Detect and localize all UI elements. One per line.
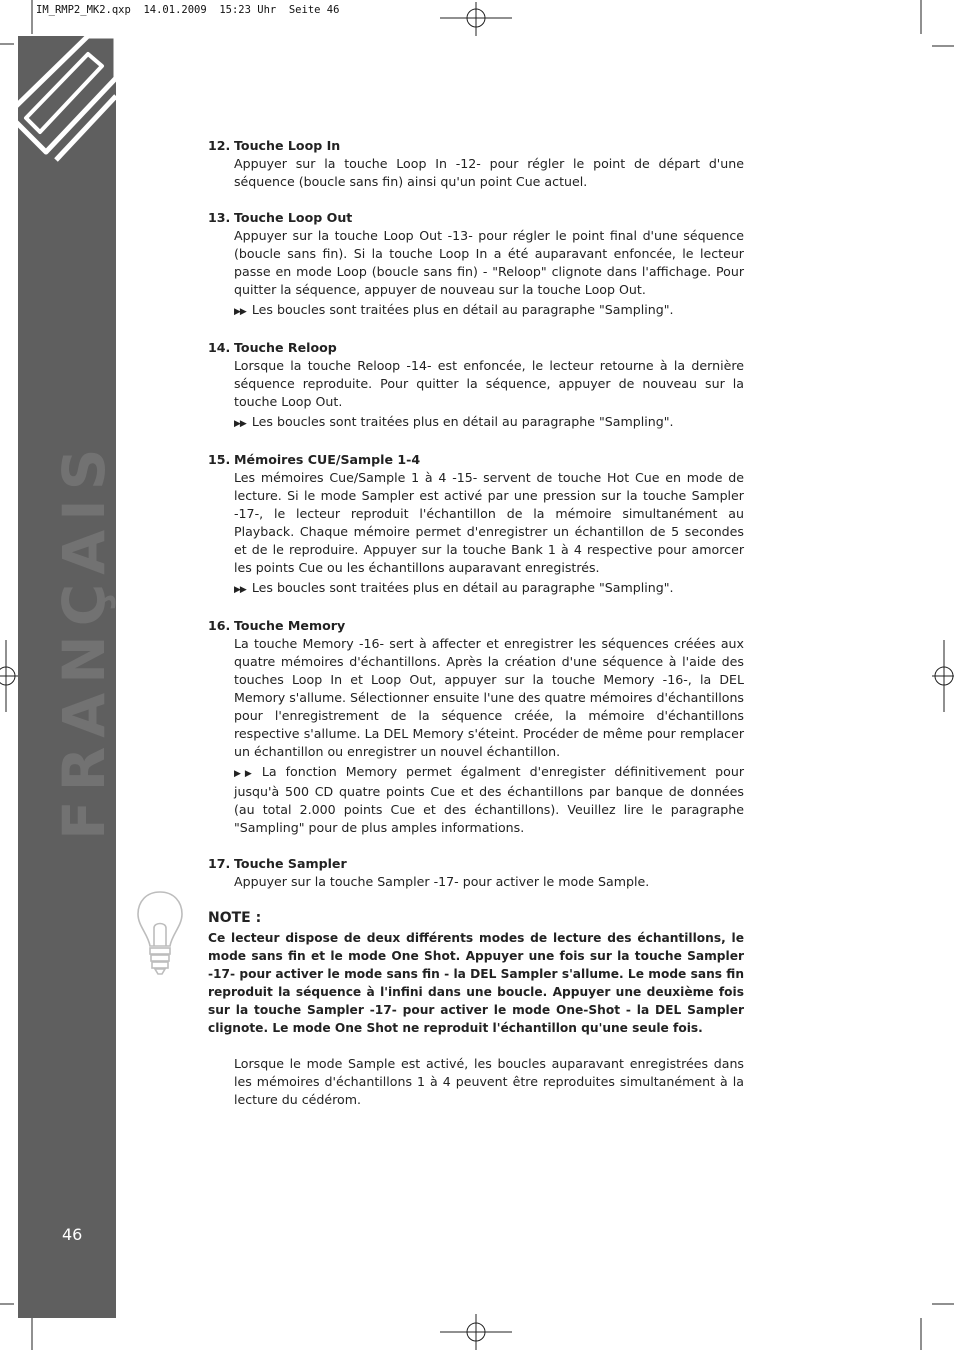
item-number: 16. bbox=[208, 618, 231, 633]
item-note-text: Les boucles sont traitées plus en détail au paragraphe "Sampling". bbox=[251, 580, 674, 595]
item-cue-sample bbox=[208, 451, 744, 599]
item-note-text: Les boucles sont traitées plus en détail au paragraphe "Sampling". bbox=[251, 302, 674, 317]
item-number: 17. bbox=[208, 856, 231, 871]
reloop-logo-icon bbox=[18, 36, 116, 166]
item-number: 15. bbox=[208, 452, 231, 467]
item-reloop bbox=[208, 339, 744, 433]
item-body: Lorsque la touche Reloop -14- est enfoncée, le lecteur retourne à la dernière séquence reproduite. Pour quitter la séquence, appuyer de nouveau sur la touche Loop Out. bbox=[234, 358, 744, 409]
item-body: La touche Memory -16- sert à affecter et enregistrer les séquences créées aux quatre mémoires d'échantillons. Après la création d'une séquence à l'aide des touches Loop In et Loop Out, appuyer sur la touche Memory -16-, la DEL Memory s'allume. Sélectionner ensuite l'une des quatre mémoires d'échantillons pour l'enregistrement de la séquence créée, la mémoire d'échantillons respective s'allume. La DEL Memory s'éteint. Procéder de même pour remplacer un échantillon ou enregistrer un nouvel échantillon. bbox=[234, 636, 744, 759]
item-title: Touche Loop In bbox=[234, 138, 341, 153]
item-loop-out bbox=[208, 209, 744, 321]
item-title: Touche Loop Out bbox=[234, 210, 353, 225]
item-note-text: La fonction Memory permet égalment d'enregister définitivement pour jusqu'à 500 CD quatre points Cue et des échantillons par banque de données (au total 2.000 points Cue et des échantillons). Veuillez lire le paragraphe "Sampling" pour de plus amples informations. bbox=[234, 764, 745, 835]
item-note bbox=[208, 413, 744, 433]
item-body: Appuyer sur la touche Loop Out -13- pour régler le point final d'une séquence (boucle sans fin). Si la touche Loop In a été auparavant enfoncée, le lecteur passe en mode Loop (boucle sans fin) - "Reloop" clignote dans l'affichage. Pour quitter la séquence, appuyer de nouveau sur la touche Loop Out. bbox=[234, 228, 744, 297]
item-title: Mémoires CUE/Sample 1-4 bbox=[234, 452, 421, 467]
item-loop-in bbox=[208, 137, 744, 191]
item-body: Appuyer sur la touche Loop In -12- pour régler le point de départ d'une séquence (boucle sans fin) ainsi qu'un point Cue actuel. bbox=[234, 156, 744, 189]
double-arrow-icon: ▶▶ bbox=[234, 419, 246, 429]
item-note bbox=[208, 301, 744, 321]
final-paragraph: Lorsque le mode Sample est activé, les boucles auparavant enregistrées dans les mémoires d'échantillons 1 à 4 peuvent être reproduites simultanément à la lecture du cédérom. bbox=[234, 1056, 744, 1107]
print-slug: IM_RMP2_MK2.qxp 14.01.2009 15:23 Uhr Seite 46 bbox=[36, 4, 340, 16]
item-title: Touche Memory bbox=[234, 618, 346, 633]
item-sampler bbox=[208, 855, 744, 891]
item-title: Touche Reloop bbox=[234, 340, 337, 355]
double-arrow-icon: ▶▶ bbox=[234, 769, 256, 779]
item-body: Les mémoires Cue/Sample 1 à 4 -15- servent de touche Hot Cue en mode de lecture. Si le mode Sampler est activé par une pression sur la touche Sampler -17-, le lecteur reproduit l'échantillon de la mémoire simultanément au Playback. Chaque mémoire permet d'enregistrer un échantillon de 5 secondes et de le reproduire. Appuyer sur la touche Bank 1 à 4 respective pour amorcer les points Cue ou les échantillons auparavant enregistrés. bbox=[234, 470, 744, 575]
item-title: Touche Sampler bbox=[234, 856, 347, 871]
item-memory bbox=[208, 617, 744, 837]
page-number: 46 bbox=[62, 1225, 83, 1244]
note-text: Ce lecteur dispose de deux différents modes de lecture des échantillons, le mode sans fin et le mode One Shot. Appuyer une fois sur la touche Sampler -17- pour activer le mode sans fin - la DEL Sampler s'allume. Le mode sans fin reproduit la séquence à l'infini dans une boucle. Appuyer une deuxième fois sur la touche Sampler -17- pour activer le mode One-Shot - la DEL Sampler clignote. Le mode One Shot ne reproduit l'échantillon qu'une seule fois. bbox=[208, 931, 744, 1035]
item-note bbox=[208, 763, 744, 837]
item-note-text: Les boucles sont traitées plus en détail au paragraphe "Sampling". bbox=[251, 414, 674, 429]
item-number: 12. bbox=[208, 138, 231, 153]
manual-content bbox=[208, 137, 744, 1109]
item-number: 13. bbox=[208, 210, 231, 225]
item-body: Appuyer sur la touche Sampler -17- pour activer le mode Sample. bbox=[234, 874, 650, 889]
language-label: FRANÇAIS bbox=[50, 439, 118, 840]
note-title: NOTE : bbox=[208, 910, 262, 926]
lightbulb-icon bbox=[134, 888, 186, 980]
item-note bbox=[208, 579, 744, 599]
double-arrow-icon: ▶▶ bbox=[234, 307, 246, 317]
double-arrow-icon: ▶▶ bbox=[234, 585, 246, 595]
item-number: 14. bbox=[208, 340, 231, 355]
